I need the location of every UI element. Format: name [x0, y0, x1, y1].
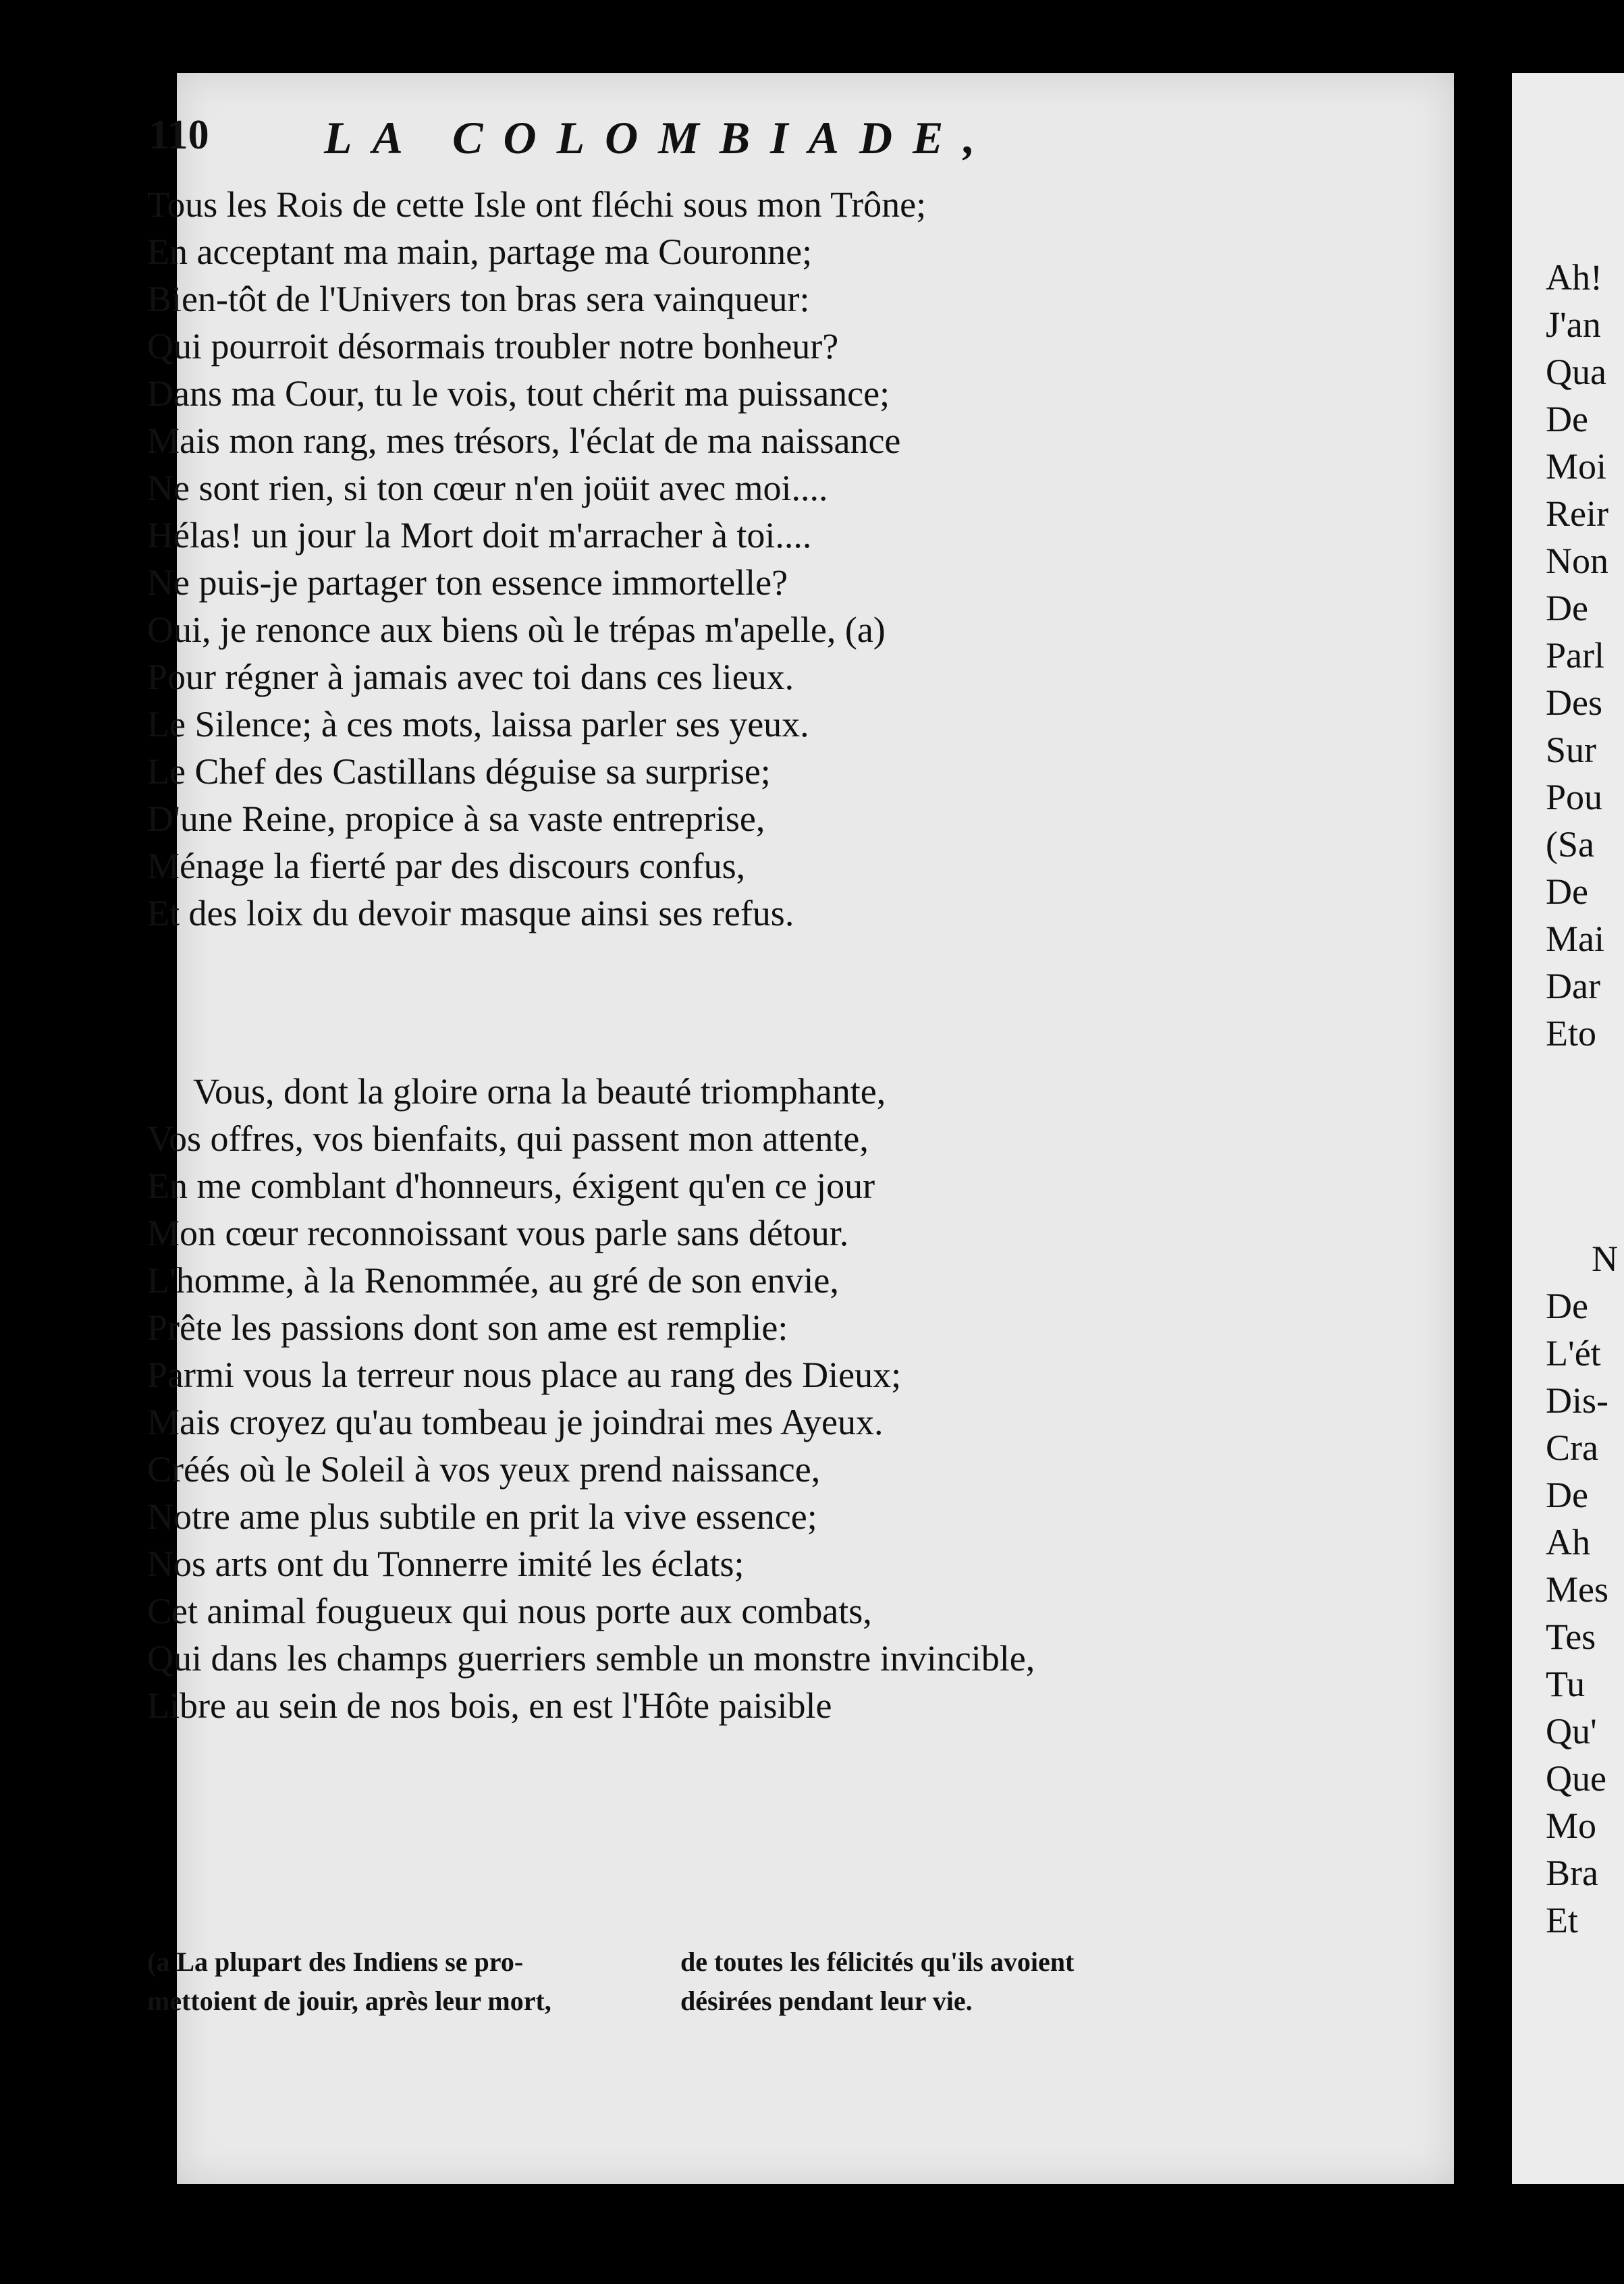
- right-page-line: Moi: [1546, 446, 1607, 487]
- right-page-line: Mai: [1546, 919, 1604, 959]
- right-page-line: J'an: [1546, 304, 1601, 345]
- stanza-1: [147, 181, 1281, 937]
- footnote-line: (a La plupart des Indiens se pro-: [147, 1947, 524, 1977]
- right-page-line: Qu': [1546, 1711, 1597, 1751]
- right-page-line: Non: [1546, 541, 1608, 581]
- right-page-line: Et: [1546, 1900, 1578, 1940]
- footnote-line: mettoient de jouir, après leur mort,: [147, 1986, 551, 2016]
- right-page-line: Dar: [1546, 966, 1600, 1006]
- right-page-line: Bra: [1546, 1853, 1598, 1893]
- verse-line: Le Silence; à ces mots, laissa parler ses yeux.: [147, 704, 809, 744]
- page-number: 110: [148, 112, 209, 158]
- verse-line: Dans ma Cour, tu le vois, tout chérit ma puissance;: [147, 373, 890, 414]
- verse-line: Parmi vous la terreur nous place au rang des Dieux;: [147, 1355, 902, 1395]
- right-page-block-1: [1546, 254, 1624, 1057]
- verse-line: Prête les passions dont son ame est remplie:: [147, 1307, 788, 1348]
- verse-line: Libre au sein de nos bois, en est l'Hôte paisible: [147, 1685, 832, 1726]
- verse-line: Tous les Rois de cette Isle ont fléchi sous mon Trône;: [147, 184, 927, 225]
- verse-line: Pour régner à jamais avec toi dans ces lieux.: [147, 657, 794, 697]
- right-page-line: Sur: [1546, 730, 1597, 770]
- verse-line: D'une Reine, propice à sa vaste entreprise,: [147, 798, 765, 839]
- verse-line: Ne puis-je partager ton essence immortelle?: [147, 562, 788, 603]
- right-page-line: Mo: [1546, 1805, 1597, 1846]
- right-page-line: Des: [1546, 682, 1602, 723]
- right-page-line: Eto: [1546, 1013, 1596, 1054]
- right-page-line: Reir: [1546, 493, 1608, 534]
- running-title: LA COLOMBIADE,: [324, 112, 996, 163]
- right-page-line: Qua: [1546, 352, 1606, 392]
- right-page-line: Ah!: [1546, 257, 1602, 298]
- verse-line: Mon cœur reconnoissant vous parle sans détour.: [147, 1213, 849, 1253]
- right-page-line: De: [1546, 1475, 1588, 1515]
- running-head: [148, 111, 1228, 179]
- verse-line: Et des loix du devoir masque ainsi ses refus.: [147, 893, 794, 933]
- footnote-column-1: [147, 1942, 660, 2021]
- right-page: [1512, 73, 1624, 2184]
- verse-line: Cet animal fougueux qui nous porte aux combats,: [147, 1591, 872, 1631]
- footnote-line: désirées pendant leur vie.: [680, 1986, 973, 2016]
- verse-line: Hélas! un jour la Mort doit m'arracher à toi....: [147, 515, 812, 555]
- right-page-line: De: [1546, 588, 1588, 628]
- verse-line: Notre ame plus subtile en prit la vive essence;: [147, 1496, 817, 1537]
- footnote-line: de toutes les félicités qu'ils avoient: [680, 1947, 1075, 1977]
- verse-line: Vous, dont la gloire orna la beauté triomphante,: [193, 1071, 886, 1112]
- right-page-line: De: [1546, 871, 1588, 912]
- footnote: [147, 1942, 1281, 2030]
- footnote-column-2: [680, 1942, 1281, 2021]
- right-page-line: (Sa: [1546, 824, 1594, 865]
- verse-line: Le Chef des Castillans déguise sa surprise;: [147, 751, 771, 792]
- verse-line: Vos offres, vos bienfaits, qui passent mon attente,: [147, 1118, 869, 1159]
- verse-line: Mais croyez qu'au tombeau je joindrai mes Ayeux.: [147, 1402, 884, 1442]
- verse-line: Bien-tôt de l'Univers ton bras sera vainqueur:: [147, 279, 810, 319]
- right-page-line: Mes: [1546, 1569, 1608, 1610]
- verse-line: En me comblant d'honneurs, éxigent qu'en ce jour: [147, 1166, 875, 1206]
- verse-line: Qui dans les champs guerriers semble un monstre invincible,: [147, 1638, 1035, 1679]
- verse-line: En acceptant ma main, partage ma Couronne;: [147, 232, 813, 272]
- verse-line: L'homme, à la Renommée, au gré de son envie,: [147, 1260, 839, 1301]
- right-page-line: Que: [1546, 1758, 1606, 1799]
- right-page-line: De: [1546, 399, 1588, 439]
- verse-line: Qui pourroit désormais troubler notre bonheur?: [147, 326, 839, 366]
- right-page-line: N: [1592, 1239, 1618, 1279]
- verse-line: Ne sont rien, si ton cœur n'en joüit avec moi....: [147, 468, 828, 508]
- right-page-line: Ah: [1546, 1522, 1590, 1562]
- verse-line: Mais mon rang, mes trésors, l'éclat de ma naissance: [147, 420, 901, 461]
- verse-line: Ménage la fierté par des discours confus,: [147, 846, 746, 886]
- stanza-2: [147, 1068, 1281, 1729]
- verse-line: Oui, je renonce aux biens où le trépas m'apelle, (a): [147, 609, 886, 650]
- right-page-line: Cra: [1546, 1428, 1598, 1468]
- verse-line: Nos arts ont du Tonnerre imité les éclats;: [147, 1544, 745, 1584]
- right-page-block-2: [1546, 1235, 1624, 1944]
- right-page-line: Pou: [1546, 777, 1603, 817]
- right-page-line: Dis-: [1546, 1380, 1608, 1421]
- right-page-line: L'ét: [1546, 1333, 1601, 1374]
- right-page-line: Parl: [1546, 635, 1604, 676]
- right-page-line: Tes: [1546, 1616, 1596, 1657]
- verse-line: Créés où le Soleil à vos yeux prend naissance,: [147, 1449, 821, 1490]
- right-page-line: Tu: [1546, 1664, 1586, 1704]
- right-page-line: De: [1546, 1286, 1588, 1326]
